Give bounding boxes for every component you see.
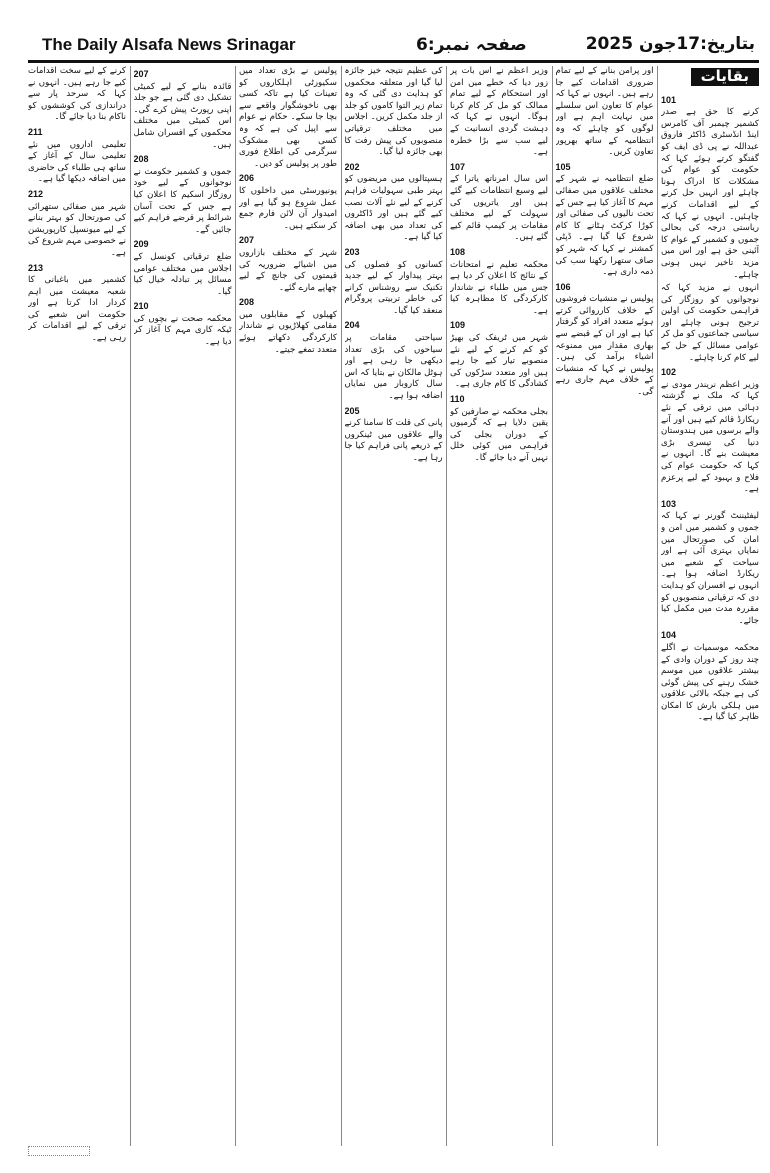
column-4 xyxy=(345,66,443,1146)
footer-mark xyxy=(28,1146,90,1156)
article-paragraph: قائدہ بنانے کے لیے کمیٹی تشکیل دی گئی ہے جو جلد اپنی رپورٹ پیش کرے گی۔ اس کمیٹی میں مختلف محکموں کے افسران شامل ہیں۔ xyxy=(133,81,232,150)
paper-name: The Daily Alsafa News Srinagar xyxy=(42,35,296,54)
article-paragraph: کشمیر میں باغبانی کا شعبہ معیشت میں اہم کردار ادا کرتا ہے اور حکومت اس شعبے کی ترقی کے لیے اقدامات کر رہی ہے۔ xyxy=(28,275,126,344)
column-separator xyxy=(446,66,447,1146)
item-number: 204 xyxy=(344,320,360,331)
article-paragraph: ضلع ترقیاتی کونسل کے اجلاس میں مختلف عوامی مسائل پر تبادلہ خیال کیا گیا۔ xyxy=(133,251,232,297)
section-banner: بقایات xyxy=(691,68,759,86)
item-number: 210 xyxy=(133,301,149,312)
item-number: 202 xyxy=(344,161,360,172)
article-paragraph: ضلع انتظامیہ نے شہر کے مختلف علاقوں میں صفائی مہم کا آغاز کیا ہے جس کے تحت نالیوں کی صفائی اور کوڑا کرکٹ ہٹانے کا کام شروع کیا گیا ہے۔ ڈپٹی کمشنر نے کہا کہ شہر کو صاف ستھرا رکھنا سب کی ذمہ داری ہے۔ xyxy=(555,174,654,278)
item-number: 107 xyxy=(450,161,466,172)
item-number: 209 xyxy=(133,239,149,250)
article-paragraph: پولیس نے منشیات فروشوں کے خلاف کارروائی کرتے ہوئے متعدد افراد کو گرفتار کیا ہے اور ان کے قبضے سے بھاری مقدار میں ممنوعہ اشیاء برآمد کی ہیں۔ پولیس نے کہا کہ منشیات کے خلاف مہم جاری رہے گی۔ xyxy=(555,294,654,398)
article-paragraph: محکمہ تعلیم نے امتحانات کے نتائج کا اعلان کر دیا ہے جس میں طلباء نے شاندار کارکردگی کا مظاہرہ کیا ہے۔ xyxy=(450,259,548,316)
column-separator xyxy=(235,66,236,1146)
article-paragraph: بجلی محکمہ نے صارفین کو یقین دلایا ہے کہ گرمیوں کے دوران بجلی کی فراہمی میں کوئی خلل نہیں آنے دیا جائے گا۔ xyxy=(450,406,548,463)
column-separator xyxy=(130,66,131,1146)
column-separator xyxy=(657,66,658,1146)
column-6 xyxy=(134,66,232,1146)
column-1 xyxy=(661,66,759,1146)
item-number: 105 xyxy=(555,161,571,172)
item-number: 207 xyxy=(133,69,149,79)
article-paragraph: جموں و کشمیر حکومت نے نوجوانوں کے لیے خود روزگار اسکیم کا اعلان کیا ہے جس کے تحت آسان شرائط پر قرضے فراہم کیے جائیں گے۔ xyxy=(133,166,232,235)
article-paragraph: سیاحتی مقامات پر سیاحوں کی بڑی تعداد دیکھی جا رہی ہے اور ہوٹل مالکان نے بتایا کہ اس سال کاروبار میں نمایاں اضافہ ہوا ہے۔ xyxy=(344,333,443,402)
item-number: 108 xyxy=(450,246,466,257)
item-number: 203 xyxy=(344,246,360,257)
article-paragraph: محکمہ صحت نے بچوں کی ٹیکہ کاری مہم کا آغاز کر دیا ہے۔ xyxy=(133,313,232,348)
item-number: 109 xyxy=(450,320,466,331)
article-paragraph: کرنے کے لیے سخت اقدامات کیے جا رہے ہیں۔ انہوں نے کہا کہ سرحد پار سے دراندازی کی کوششوں کو ناکام بنا دیا جائے گا۔ xyxy=(28,66,126,123)
masthead xyxy=(28,26,759,62)
article-paragraph: لیفٹیننٹ گورنر نے کہا کہ جموں و کشمیر میں امن و امان کی صورتحال میں نمایاں بہتری آئی ہے اور سیاحت کے شعبے میں ریکارڈ اضافہ ہوا ہے۔ انہوں نے افسران کو ہدایت دی کہ ترقیاتی منصوبوں کو مقررہ مدت میں مکمل کیا جائے۔ xyxy=(661,511,759,626)
item-number: 207 xyxy=(239,235,255,246)
item-number: 213 xyxy=(28,262,44,273)
item-number: 104 xyxy=(661,630,677,641)
item-number: 106 xyxy=(555,281,571,292)
item-number: 205 xyxy=(344,405,360,416)
article-paragraph: کرنے کا حق ہے صدر کشمیر چیمبر آف کامرس اینڈ انڈسٹری ڈاکٹر فاروق عبداللہ نے پی ڈی ایف کو گفتگو کرتے ہوئے کہا کہ حکومت کو عوام کی مشکلات کا ادراک ہونا چاہئے اور انہیں حل کرنے کے لیے اقدامات کرنے چاہئیں۔ انہوں نے کہا کہ ریاستی درجہ کی بحالی جموں و کشمیر کے عوام کا آئینی حق ہے اور اس میں مزید تاخیر نہیں ہونی چاہئے۔ xyxy=(661,107,759,280)
item-number: 208 xyxy=(239,297,255,308)
article-paragraph: شہر میں ٹریفک کی بھیڑ کو کم کرنے کے لیے نئے منصوبے تیار کیے جا رہے ہیں اور متعدد سڑکوں کی کشادگی کا کام جاری ہے۔ xyxy=(450,333,548,390)
item-number: 206 xyxy=(239,173,255,184)
article-paragraph: شہر کے مختلف بازاروں میں اشیائے ضروریہ کی قیمتوں کی جانچ کے لیے چھاپے مارے گئے۔ xyxy=(239,247,337,293)
item-number: 212 xyxy=(28,188,44,199)
article-paragraph: کسانوں کو فصلوں کی بہتر پیداوار کے لیے جدید تکنیک سے روشناس کرانے کی خاطر تربیتی پروگرام منعقد کیا گیا۔ xyxy=(344,259,443,316)
article-columns xyxy=(28,66,759,1146)
article-paragraph: پولیس نے بڑی تعداد میں سکیورٹی اہلکاروں کو تعینات کیا ہے تاکہ کسی بھی ناخوشگوار واقعے سے بچا جا سکے۔ حکام نے عوام سے اپیل کی ہے کہ وہ کسی بھی مشکوک سرگرمی کی اطلاع فوری طور پر پولیس کو دیں۔ xyxy=(239,66,337,169)
item-number: 211 xyxy=(28,126,43,137)
article-paragraph: کی عظیم نتیجہ خیز جائزہ لیا گیا اور متعلقہ محکموں کو ہدایت دی گئی کہ وہ تمام زیر التوا کاموں کو جلد از جلد مکمل کریں۔ اجلاس میں مختلف ترقیاتی منصوبوں کی پیش رفت کا بھی جائزہ لیا گیا۔ xyxy=(344,66,443,158)
column-5 xyxy=(239,66,337,1146)
item-number: 110 xyxy=(450,394,465,405)
issue-date: بتاریخ:17جون 2025 xyxy=(585,34,755,54)
column-separator xyxy=(341,66,342,1146)
column-2 xyxy=(556,66,654,1146)
article-paragraph: انہوں نے مزید کہا کہ نوجوانوں کو روزگار کی فراہمی حکومت کی اولین ترجیح ہونی چاہئے اور سیاسی جماعتوں کو مل کر عوامی مسائل کے حل کے لیے کام کرنا چاہئے۔ xyxy=(661,283,759,363)
item-number: 101 xyxy=(661,94,677,105)
article-paragraph: کھیلوں کے مقابلوں میں مقامی کھلاڑیوں نے شاندار کارکردگی دکھاتے ہوئے متعدد تمغے جیتے۔ xyxy=(239,309,337,355)
column-7 xyxy=(28,66,126,1146)
header-rule xyxy=(28,62,759,63)
article-paragraph: یونیورسٹی میں داخلوں کا عمل شروع ہو گیا ہے اور امیدوار آن لائن فارم جمع کر سکتے ہیں۔ xyxy=(239,185,337,231)
article-paragraph: اس سال امرناتھ یاترا کے لیے وسیع انتظامات کیے گئے ہیں اور یاتریوں کی سہولت کے لیے مختلف مقامات پر کیمپ قائم کیے گئے ہیں۔ xyxy=(450,174,548,243)
article-paragraph: شہر میں صفائی ستھرائی کی صورتحال کو بہتر بنانے کے لیے میونسپل کارپوریشن نے خصوصی مہم شروع کی ہے۔ xyxy=(28,201,126,258)
item-number: 102 xyxy=(661,367,677,378)
item-number: 103 xyxy=(661,498,677,509)
article-paragraph: اور پرامن بنانے کے لیے تمام ضروری اقدامات کیے جا رہے ہیں۔ انہوں نے کہا کہ عوام کا تعاون اس سلسلے میں نہایت اہم ہے اور لوگوں کو چاہئے کہ وہ انتظامیہ کے ساتھ بھرپور تعاون کریں۔ xyxy=(555,66,654,158)
article-paragraph: تعلیمی اداروں میں نئے تعلیمی سال کے آغاز کے ساتھ ہی طلباء کی حاضری میں اضافہ دیکھا گیا ہے۔ xyxy=(28,139,126,185)
newspaper-page xyxy=(28,26,759,1156)
column-3 xyxy=(450,66,548,1146)
article-paragraph: محکمہ موسمیات نے اگلے چند روز کے دوران وادی کے بیشتر علاقوں میں موسم خشک رہنے کی پیش گوئی کی ہے جبکہ بالائی علاقوں میں ہلکی بارش کا امکان ظاہر کیا گیا ہے۔ xyxy=(661,642,759,723)
article-paragraph: وزیر اعظم نریندر مودی نے کہا کہ ملک نے گزشتہ دہائی میں ترقی کے نئے ریکارڈ قائم کیے ہیں اور آنے والے برسوں میں ہندوستان دنیا کی تیسری بڑی معیشت بنے گا۔ انہوں نے کہا کہ حکومت عوام کی فلاح و بہبود کے لیے پرعزم ہے۔ xyxy=(661,379,759,495)
article-paragraph: پانی کی قلت کا سامنا کرنے والے علاقوں میں ٹینکروں کے ذریعے پانی فراہم کیا جا رہا ہے۔ xyxy=(344,418,443,463)
article-paragraph: ہسپتالوں میں مریضوں کو بہتر طبی سہولیات فراہم کرنے کے لیے نئے آلات نصب کیے گئے ہیں اور ڈاکٹروں کی تعداد میں بھی اضافہ کیا گیا ہے۔ xyxy=(344,174,443,243)
page-number: صفحہ نمبر:6 xyxy=(416,35,527,55)
item-number: 208 xyxy=(133,154,149,165)
column-separator xyxy=(552,66,553,1146)
article-paragraph: وزیر اعظم نے اس بات پر زور دیا کہ خطے میں امن اور استحکام کے لیے تمام ممالک کو مل کر کام کرنا ہوگا۔ انہوں نے کہا کہ دہشت گردی انسانیت کے لیے سب سے بڑا خطرہ ہے۔ xyxy=(450,66,548,158)
